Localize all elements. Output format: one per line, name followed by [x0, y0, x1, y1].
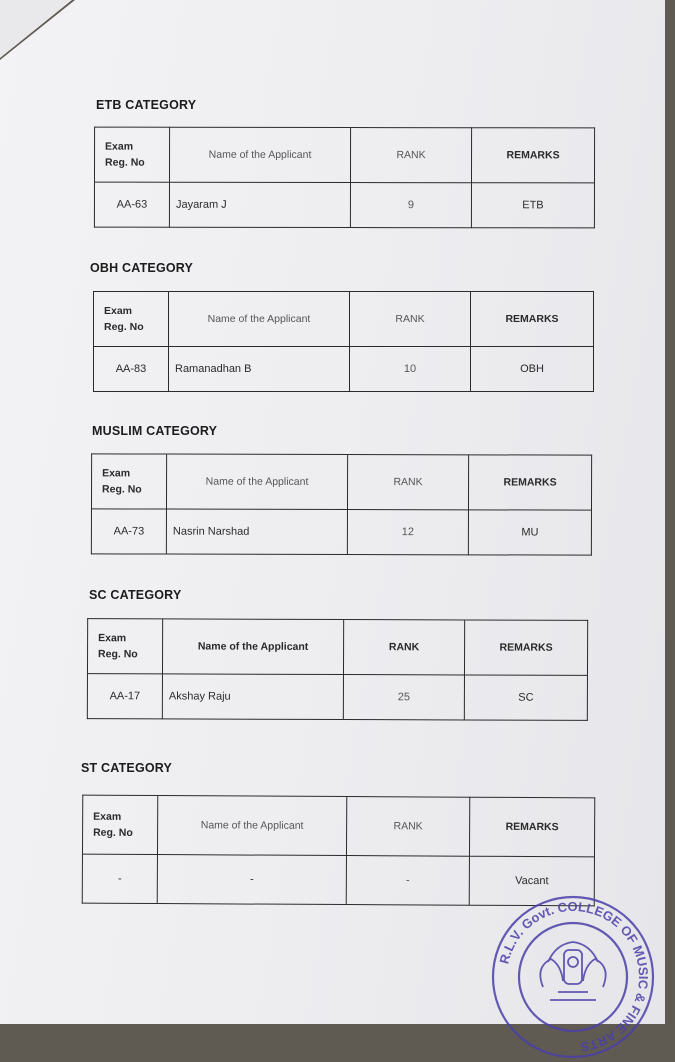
category-heading-etb: ETB CATEGORY	[96, 98, 197, 112]
regno-cell: AA-63	[94, 182, 169, 227]
rank-cell: 12	[347, 510, 468, 555]
table-row	[91, 509, 591, 555]
table-header-row	[94, 292, 594, 347]
remarks-header: REMARKS	[471, 128, 594, 183]
name-header: Name of the Applicant	[166, 454, 347, 509]
category-table-etb	[94, 127, 595, 229]
regno-header: Exam Reg. No	[94, 127, 169, 182]
name-cell: Ramanadhan B	[169, 347, 350, 392]
remarks-header: REMARKS	[469, 797, 594, 857]
emblem-icon	[540, 942, 605, 1000]
regno-cell: -	[82, 854, 157, 903]
category-table-sc	[87, 618, 588, 721]
remarks-header: REMARKS	[471, 292, 594, 347]
regno-cell: AA-17	[87, 674, 162, 719]
remarks-cell: Vacant	[469, 856, 594, 906]
category-heading-obh: OBH CATEGORY	[90, 261, 194, 275]
table-row	[94, 347, 594, 392]
name-header: Name of the Applicant	[162, 619, 343, 675]
rank-cell: 9	[350, 183, 471, 228]
remarks-cell: SC	[464, 675, 587, 720]
regno-cell: AA-83	[94, 347, 169, 392]
table-header-row	[82, 795, 594, 857]
name-cell: Akshay Raju	[162, 674, 343, 720]
name-cell: -	[157, 855, 346, 905]
remarks-cell: MU	[468, 510, 591, 555]
regno-header: Exam Reg. No	[87, 619, 162, 674]
rank-header: RANK	[350, 292, 471, 347]
remarks-cell: ETB	[471, 183, 594, 228]
category-table-muslim	[91, 453, 592, 555]
regno-header: Exam Reg. No	[91, 454, 166, 509]
name-cell: Nasrin Narshad	[166, 509, 347, 554]
rank-header: RANK	[343, 620, 464, 675]
category-heading-st: ST CATEGORY	[81, 761, 173, 775]
seal-text: R.L.V. Govt. COLLEGE OF MUSIC & FINE ARTS	[496, 898, 652, 1055]
category-heading-sc: SC CATEGORY	[89, 588, 182, 602]
rank-header: RANK	[350, 128, 471, 183]
regno-header: Exam Reg. No	[82, 795, 157, 854]
table-row	[94, 182, 594, 228]
regno-header: Exam Reg. No	[94, 292, 169, 347]
name-header: Name of the Applicant	[169, 292, 350, 347]
table-header-row	[91, 454, 591, 510]
name-header: Name of the Applicant	[169, 127, 350, 182]
name-cell: Jayaram J	[169, 182, 350, 227]
table-header-row	[87, 619, 587, 676]
category-table-obh	[93, 291, 594, 392]
rank-cell: 10	[350, 347, 471, 392]
name-header: Name of the Applicant	[157, 796, 346, 856]
regno-cell: AA-73	[91, 509, 166, 554]
rank-header: RANK	[347, 455, 468, 510]
table-row	[87, 674, 587, 721]
category-table-st	[82, 795, 596, 907]
rank-cell: -	[346, 856, 469, 906]
rank-header: RANK	[346, 797, 469, 857]
remarks-header: REMARKS	[464, 620, 587, 675]
category-heading-muslim: MUSLIM CATEGORY	[92, 424, 218, 438]
remarks-cell: OBH	[471, 347, 594, 392]
remarks-header: REMARKS	[468, 455, 591, 510]
college-seal-stamp	[488, 892, 658, 1062]
rank-cell: 25	[343, 675, 464, 720]
table-header-row	[94, 127, 594, 183]
